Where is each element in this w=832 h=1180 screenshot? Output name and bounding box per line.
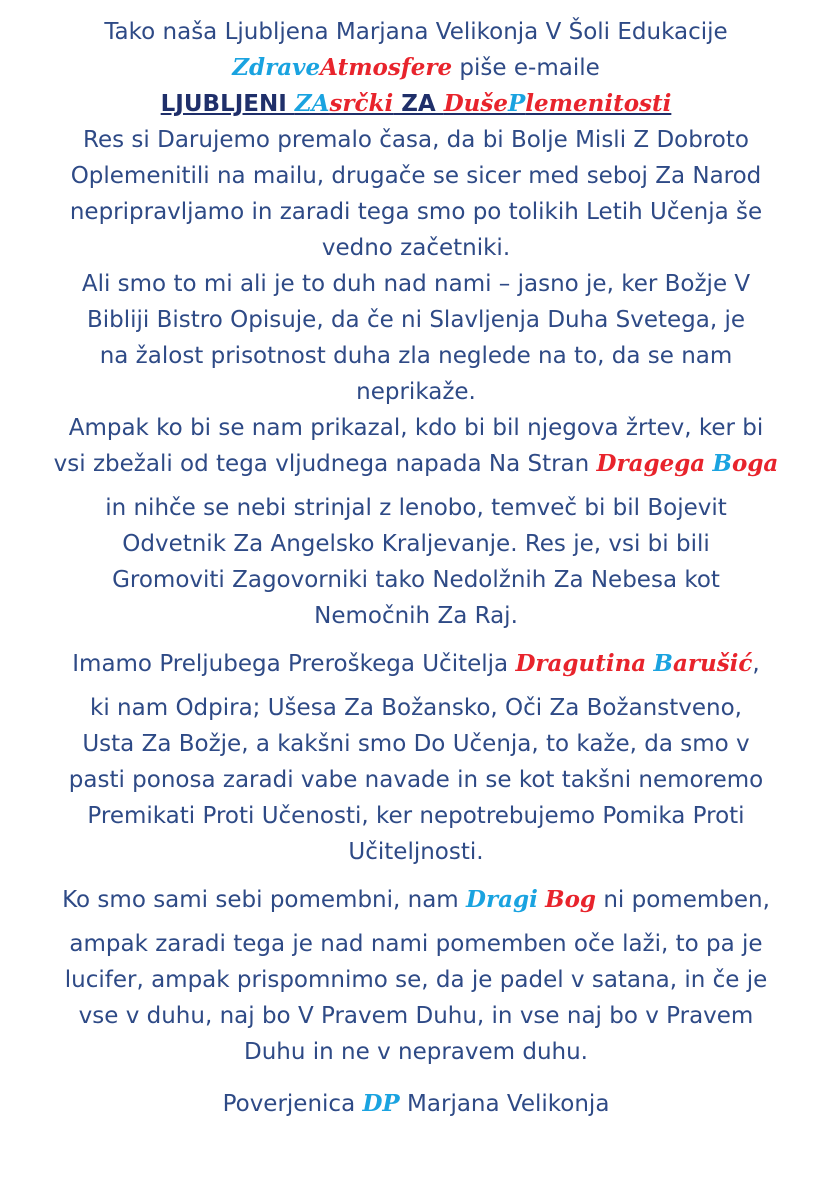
para3-line: Ampak ko bi se nam prikazal, kdo bi bil njegova žrtev, ker bi <box>68 415 764 441</box>
heading-part-1: LJUBLJENI <box>160 91 295 117</box>
barusic-word: arušić <box>672 650 753 677</box>
para5-line: vse v duhu, naj bo V Pravem Duhu, in vse naj bo v Pravem <box>78 1003 754 1029</box>
boga-word: oga <box>731 450 779 477</box>
paragraph-4 <box>34 646 798 870</box>
heading-srcki: srčki <box>329 90 394 117</box>
para2-line: Ali smo to mi ali je to duh nad nami – jasno je, ker Božje V <box>81 271 751 297</box>
para3-line-2 <box>34 446 798 482</box>
para5-line: lucifer, ampak prispomnimo se, da je padel v satana, in če je <box>64 967 768 993</box>
signature-dp: DP <box>362 1090 400 1117</box>
para2-line: neprikaže. <box>356 379 476 405</box>
para4-line: pasti ponosa zaradi vabe navade in se kot takšni nemoremo <box>68 767 764 793</box>
letter-heading <box>34 86 798 122</box>
heading-duse: Duše <box>443 90 508 117</box>
paragraph-1 <box>34 122 798 266</box>
para1-line: Oplemenitili na mailu, drugače se sicer med seboj Za Narod <box>70 163 762 189</box>
para1-line: nepripravljamo in zaradi tega smo po tolikih Letih Učenja še <box>69 199 763 225</box>
para3-line-2-prefix: vsi zbežali od tega vljudnega napada Na Stran <box>53 451 597 477</box>
dragutina-word: Dragutina <box>515 650 647 677</box>
para5-line: Duhu in ne v nepravem duhu. <box>244 1039 588 1065</box>
para3-line: Gromoviti Zagovorniki tako Nedolžnih Za Nebesa kot <box>112 567 720 593</box>
boga-initial: B <box>712 450 732 477</box>
paragraph-3 <box>34 410 798 634</box>
para4-line-1-prefix: Imamo Preljubega Preroškega Učitelja <box>72 651 516 677</box>
para4-line-1-suffix: , <box>752 651 760 677</box>
atmosfere-initial: A <box>320 54 338 81</box>
para1-line: vedno začetniki. <box>321 235 511 261</box>
para5-line: ampak zaradi tega je nad nami pomemben oče laži, to pa je <box>69 931 763 957</box>
signature <box>34 1086 798 1122</box>
para4-line-1 <box>34 646 798 682</box>
dragega-word: Dragega <box>596 450 706 477</box>
barusic-initial: B <box>653 650 673 677</box>
para4-line: Usta Za Božje, a kakšni smo Do Učenja, to kaže, da smo v <box>82 731 750 757</box>
dragi-word: Dragi <box>466 886 538 913</box>
para3-line: in nihče se nebi strinjal z lenobo, temveč bi bil Bojevit <box>105 495 727 521</box>
heading-plemenitosti: lemenitosti <box>525 90 672 117</box>
heading-plem-initial: P <box>507 90 526 117</box>
para5-line-1-prefix: Ko smo sami sebi pomembni, nam <box>62 887 467 913</box>
intro-line-2-rest: piše e-maile <box>452 55 600 81</box>
bog-word: og <box>564 886 597 913</box>
signature-prefix: Poverjenica <box>222 1091 363 1117</box>
intro-line-2 <box>34 50 798 86</box>
atmosfere-word: tmosfere <box>337 54 453 81</box>
zdrave-word: Zdrave <box>232 54 321 81</box>
para3-line: Odvetnik Za Angelsko Kraljevanje. Res je, vsi bi bili <box>122 531 710 557</box>
paragraph-5 <box>34 882 798 1070</box>
heading-part-2: ZA <box>393 91 444 117</box>
heading-za-caps: ZA <box>294 90 330 117</box>
para4-line: ki nam Odpira; Ušesa Za Božansko, Oči Za Božanstveno, <box>90 695 742 721</box>
para3-line: Nemočnih Za Raj. <box>314 603 518 629</box>
para1-line: Res si Darujemo premalo časa, da bi Bolje Misli Z Dobroto <box>83 127 749 153</box>
para2-line: na žalost prisotnost duha zla neglede na to, da se nam <box>99 343 733 369</box>
signature-suffix: Marjana Velikonja <box>399 1091 610 1117</box>
para5-line-1 <box>34 882 798 918</box>
para4-line: Premikati Proti Učenosti, ker nepotrebujemo Pomika Proti <box>87 803 745 829</box>
intro-text: Tako naša Ljubljena Marjana Velikonja V Šoli Edukacije <box>104 19 728 45</box>
intro-line-1 <box>34 14 798 50</box>
bog-initial: B <box>545 886 565 913</box>
paragraph-2 <box>34 266 798 410</box>
para4-line: Učiteljnosti. <box>348 839 484 865</box>
para2-line: Bibliji Bistro Opisuje, da če ni Slavljenja Duha Svetega, je <box>86 307 745 333</box>
para5-line-1-suffix: ni pomemben, <box>596 887 770 913</box>
